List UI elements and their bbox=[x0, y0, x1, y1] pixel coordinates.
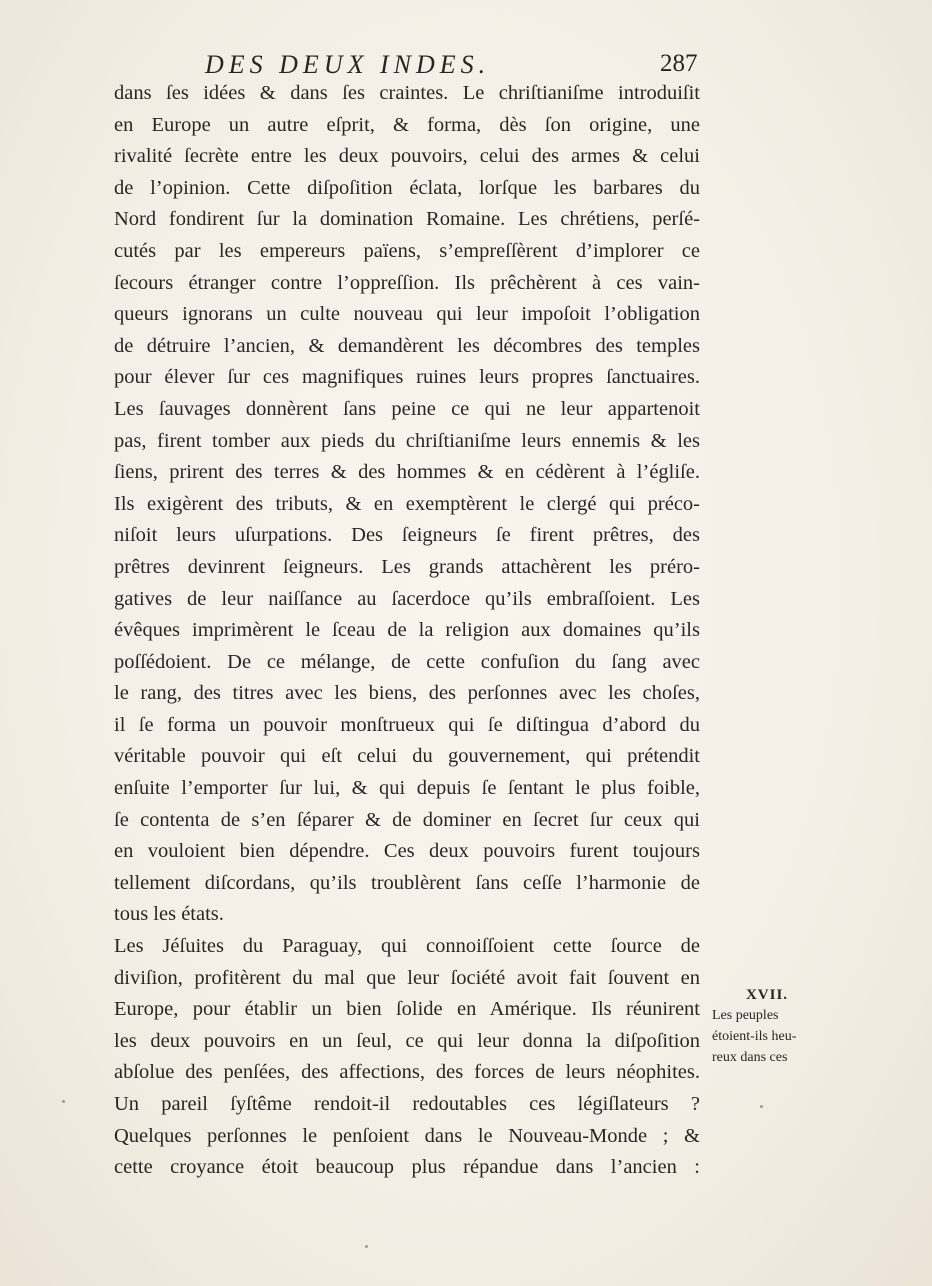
text-line: diviſion, profitèrent du mal que leur ſociété avoit fait ſouvent en bbox=[114, 966, 700, 989]
margin-note-line: Les peuples bbox=[712, 1008, 779, 1023]
text-line: Nord fondirent ſur la domination Romaine. Les chrétiens, perſé- bbox=[114, 208, 700, 231]
text-line: Les Jéſuites du Paraguay, qui connoiſſoient cette ſource de bbox=[114, 935, 700, 958]
text-line: dans ſes idées & dans ſes craintes. Le chriſtianiſme introduiſit bbox=[114, 82, 700, 104]
text-line: le rang, des titres avec les biens, des perſonnes avec les choſes, bbox=[114, 682, 700, 705]
text-line: de détruire l’ancien, & demandèrent les décombres des temples bbox=[114, 334, 700, 357]
text-line: rivalité ſecrète entre les deux pouvoirs, celui des armes & celui bbox=[114, 145, 700, 168]
text-line: poſſédoient. De ce mélange, de cette confuſion du ſang avec bbox=[114, 650, 700, 673]
text-line: ſecours étranger contre l’oppreſſion. Ils prêchèrent à ces vain- bbox=[114, 271, 700, 294]
text-line: en Europe un autre eſprit, & forma, dès ſon origine, une bbox=[114, 113, 700, 136]
text-line: Quelques perſonnes le penſoient dans le Nouveau-Monde ; & bbox=[114, 1124, 700, 1147]
text-line: queurs ignorans un culte nouveau qui leur impoſoit l’obligation bbox=[114, 303, 700, 326]
text-line: tous les états. bbox=[114, 903, 224, 926]
text-line: de l’opinion. Cette diſpoſition éclata, lorſque les barbares du bbox=[114, 176, 700, 199]
text-line: évêques imprimèrent le ſceau de la religion aux domaines qu’ils bbox=[114, 619, 700, 642]
text-line: Ils exigèrent des tributs, & en exemptèrent le clergé qui préco- bbox=[114, 492, 700, 515]
text-line: pour élever ſur ces magnifiques ruines leurs propres ſanctuaires. bbox=[114, 366, 700, 389]
text-line: gatives de leur naiſſance au ſacerdoce qu’ils embraſſoient. Les bbox=[114, 587, 700, 610]
text-line: ſe contenta de s’en ſéparer & de dominer en ſecret ſur ceux qui bbox=[114, 808, 700, 831]
text-line: niſoit leurs uſurpations. Des ſeigneurs ſe firent prêtres, des bbox=[114, 524, 700, 547]
running-title: DES DEUX INDES. bbox=[205, 50, 491, 79]
margin-note-heading: XVII. bbox=[745, 987, 789, 1003]
page-number: 287 bbox=[660, 50, 698, 77]
paper-speck bbox=[760, 1105, 763, 1108]
text-line: enſuite l’emporter ſur lui, & qui depuis ſe ſentant le plus foible, bbox=[114, 777, 700, 800]
paper-speck bbox=[365, 1245, 368, 1248]
text-line: véritable pouvoir qui eſt celui du gouvernement, qui prétendit bbox=[114, 745, 700, 768]
text-line: ſiens, prirent des terres & des hommes & en cédèrent à l’égliſe. bbox=[114, 461, 700, 484]
text-line: il ſe forma un pouvoir monſtrueux qui ſe diſtingua d’abord du bbox=[114, 713, 700, 736]
text-line: Un pareil ſyſtême rendoit-il redoutables ces légiſlateurs ? bbox=[114, 1093, 700, 1115]
text-line: Les ſauvages donnèrent ſans peine ce qui ne leur appartenoit bbox=[114, 397, 700, 420]
margin-note-line: étoient-ils heu- bbox=[712, 1029, 797, 1044]
text-line: les deux pouvoirs en un ſeul, ce qui leur donna la diſpoſition bbox=[114, 1029, 700, 1052]
text-line: cette croyance étoit beaucoup plus répandue dans l’ancien : bbox=[114, 1156, 700, 1179]
text-line: pas, firent tomber aux pieds du chriſtianiſme leurs ennemis & les bbox=[114, 429, 700, 452]
margin-note-line: reux dans ces bbox=[712, 1050, 788, 1065]
paper-speck bbox=[62, 1100, 65, 1103]
text-line: prêtres devinrent ſeigneurs. Les grands attachèrent les préro- bbox=[114, 555, 700, 578]
margin-note bbox=[712, 985, 822, 1068]
text-line: en vouloient bien dépendre. Ces deux pouvoirs furent toujours bbox=[114, 840, 700, 863]
body-text bbox=[114, 78, 700, 1184]
text-line: abſolue des penſées, des affections, des forces de leurs néophites. bbox=[114, 1061, 700, 1084]
text-line: cutés par les empereurs païens, s’empreſſèrent d’implorer ce bbox=[114, 239, 700, 262]
text-line: Europe, pour établir un bien ſolide en Amérique. Ils réunirent bbox=[114, 998, 700, 1021]
text-line: tellement diſcordans, qu’ils troublèrent ſans ceſſe l’harmonie de bbox=[114, 871, 700, 894]
